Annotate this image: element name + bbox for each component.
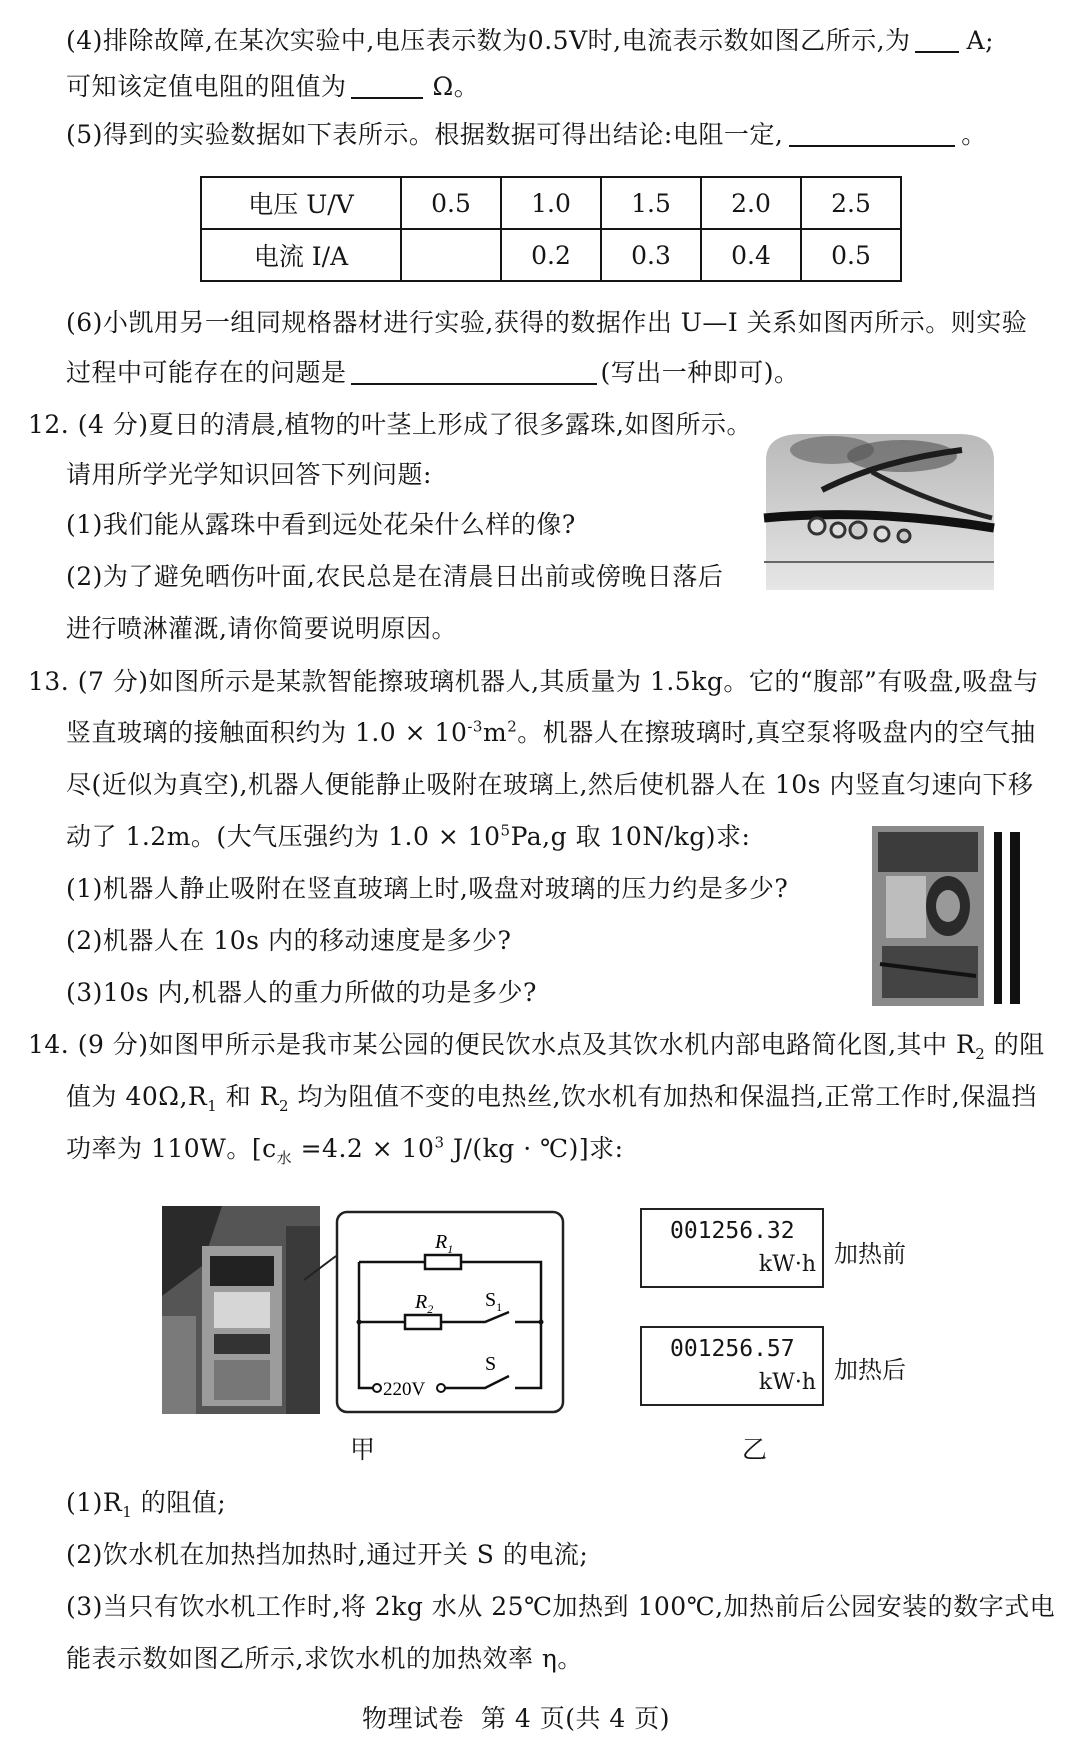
- table-cell: 1.0: [501, 177, 601, 229]
- resistor-r1: [425, 1255, 461, 1269]
- data-table: [200, 176, 902, 282]
- q13-sub3: (3)10s 内,机器人的重力所做的功是多少?: [66, 978, 537, 1007]
- meter-before-tag: 加热前: [834, 1240, 906, 1268]
- exponent: -3: [467, 717, 483, 736]
- table-cell: 0.3: [601, 229, 701, 281]
- subscript: 1: [207, 1097, 218, 1115]
- text: 功率为 110W。[c: [66, 1134, 277, 1163]
- q12-line2: 请用所学光学知识回答下列问题:: [66, 460, 432, 489]
- q11-part4-line2: [66, 70, 479, 104]
- text: J/(kg · ℃)]求:: [444, 1134, 624, 1163]
- resistor-r2: [405, 1315, 441, 1329]
- q12-line5: 进行喷淋灌溉,请你简要说明原因。: [66, 614, 457, 643]
- q13-line3: 尽(近似为真空),机器人便能静止吸附在玻璃上,然后使机器人在 10s 内竖直匀速向下移: [66, 770, 1034, 799]
- text: 过程中可能存在的问题是: [66, 358, 347, 387]
- subscript: 1: [122, 1503, 133, 1521]
- figure-label-a: 甲: [350, 1435, 376, 1464]
- answer-blank: [351, 359, 597, 385]
- window-robot-photo: [872, 826, 1024, 1006]
- table-row: [201, 229, 901, 281]
- drinking-fountain-photo: [162, 1206, 320, 1414]
- text: 。: [961, 120, 987, 149]
- meter-before-value: 001256.32: [670, 1218, 795, 1244]
- q13-line1: 13. (7 分)如图所示是某款智能擦玻璃机器人,其质量为 1.5kg。它的“腹部”有吸盘,吸盘与: [28, 667, 1039, 696]
- circuit-diagram: [335, 1210, 565, 1414]
- meter-before-unit: kW·h: [758, 1252, 816, 1277]
- q14-line2: [66, 1080, 1037, 1114]
- exponent: 2: [507, 717, 518, 736]
- text: 的阻: [985, 1030, 1045, 1059]
- label-s1: $S_1$: [485, 1289, 503, 1314]
- text: (写出一种即可)。: [600, 358, 800, 387]
- text: 。机器人在擦玻璃时,真空泵将吸盘内的空气抽: [517, 718, 1036, 747]
- q13-line2: [66, 716, 1036, 750]
- table-cell: 0.5: [401, 177, 501, 229]
- q14-line3: [66, 1132, 624, 1166]
- label-source: 220V: [383, 1379, 426, 1400]
- answer-blank: [915, 27, 959, 53]
- text: 动了 1.2m。(大气压强约为 1.0 × 10: [66, 822, 501, 851]
- meter-after: [640, 1326, 824, 1406]
- q14-sub2: (2)饮水机在加热挡加热时,通过开关 S 的电流;: [66, 1540, 589, 1569]
- text: 均为阻值不变的电热丝,饮水机有加热和保温挡,正常工作时,保温挡: [289, 1082, 1037, 1111]
- label-s: S: [485, 1353, 497, 1375]
- meter-after-value: 001256.57: [670, 1336, 795, 1362]
- q11-part6-line2: [66, 356, 800, 390]
- text: Pa,g 取 10N/kg)求:: [510, 822, 751, 851]
- table-cell: 0.5: [801, 229, 901, 281]
- subscript: 2: [279, 1097, 290, 1115]
- table-row: [201, 177, 901, 229]
- text: 和 R: [217, 1082, 280, 1111]
- text: (5)得到的实验数据如下表所示。根据数据可得出结论:电阻一定,: [66, 120, 784, 149]
- q13-sub2: (2)机器人在 10s 内的移动速度是多少?: [66, 926, 512, 955]
- label-r1: $R_1$: [435, 1231, 454, 1256]
- table-cell: 2.0: [701, 177, 801, 229]
- answer-blank: [351, 73, 423, 99]
- q13-line4: [66, 820, 750, 854]
- q14-sub3-line2: 能表示数如图乙所示,求饮水机的加热效率 η。: [66, 1644, 583, 1673]
- meter-after-tag: 加热后: [834, 1356, 906, 1384]
- q11-part6-line1: [66, 306, 1027, 340]
- q11-part4-line1: [66, 24, 994, 58]
- figure-label-b: 乙: [742, 1435, 768, 1464]
- meter-after-unit: kW·h: [758, 1370, 816, 1395]
- text: 值为 40Ω,R: [66, 1082, 208, 1111]
- table-cell: [401, 229, 501, 281]
- q14-sub3-line1: (3)当只有饮水机工作时,将 2kg 水从 25℃加热到 100℃,加热前后公园安装的数字式电: [66, 1592, 1056, 1621]
- text: Ω。: [432, 72, 480, 101]
- q12-line3: (1)我们能从露珠中看到远处花朵什么样的像?: [66, 510, 576, 539]
- text: 的阻值;: [132, 1488, 227, 1517]
- text: =4.2 × 10: [292, 1134, 435, 1163]
- label-r2: $R_2$: [415, 1291, 434, 1316]
- text: m: [482, 718, 508, 747]
- text: 竖直玻璃的接触面积约为 1.0 × 10: [66, 718, 468, 747]
- table-cell: 0.4: [701, 229, 801, 281]
- text: 可知该定值电阻的阻值为: [66, 72, 347, 101]
- q12-line1: 12. (4 分)夏日的清晨,植物的叶茎上形成了很多露珠,如图所示。: [28, 410, 752, 439]
- table-cell: 2.5: [801, 177, 901, 229]
- exponent: 3: [434, 1133, 445, 1152]
- table-cell: 1.5: [601, 177, 701, 229]
- q11-part5: [66, 118, 987, 152]
- q12-line4: (2)为了避免晒伤叶面,农民总是在清晨日出前或傍晚日落后: [66, 562, 724, 591]
- meter-before: [640, 1208, 824, 1288]
- text: (6)小凯用另一组同规格器材进行实验,获得的数据作出 U—I 关系如图丙所示。则实验: [66, 308, 1028, 337]
- q14-sub1: [66, 1486, 226, 1520]
- dew-drops-photo: [762, 430, 998, 595]
- page-footer: 物理试卷 第 4 页(共 4 页): [362, 1704, 670, 1733]
- subscript: 水: [276, 1149, 293, 1167]
- text: A;: [966, 26, 994, 55]
- text: (1)R: [66, 1488, 123, 1517]
- subscript: 2: [975, 1045, 986, 1063]
- table-header-cell: 电流 I/A: [201, 229, 401, 281]
- q14-line1: [28, 1028, 1045, 1062]
- table-cell: 0.2: [501, 229, 601, 281]
- text: (4)排除故障,在某次实验中,电压表示数为0.5V时,电流表示数如图乙所示,为: [66, 26, 911, 55]
- exponent: 5: [500, 821, 511, 840]
- callout-line: [300, 1250, 340, 1290]
- text: 14. (9 分)如图甲所示是我市某公园的便民饮水点及其饮水机内部电路简化图,其中 R: [28, 1030, 976, 1059]
- q13-sub1: (1)机器人静止吸附在竖直玻璃上时,吸盘对玻璃的压力约是多少?: [66, 874, 789, 903]
- table-header-cell: 电压 U/V: [201, 177, 401, 229]
- answer-blank: [789, 121, 955, 147]
